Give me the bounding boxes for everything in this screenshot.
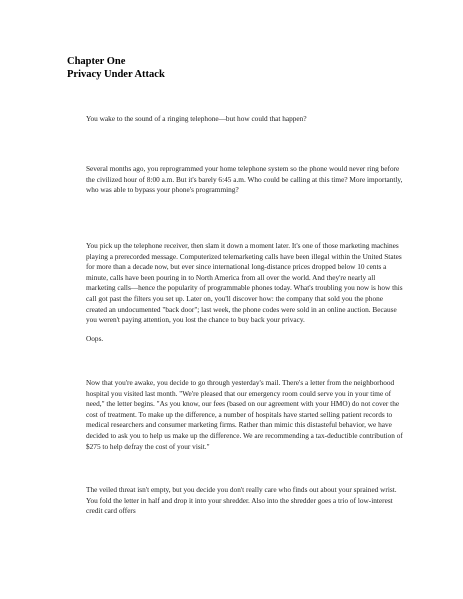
chapter-heading bbox=[67, 55, 165, 81]
chapter-number: Chapter One bbox=[67, 56, 126, 67]
paragraph-reprogrammed-phone: Several months ago, you reprogrammed your home telephone system so the phone would never ring before the civilized hour of 8:00 a.m. But it's barely 6:45 a.m. Who could be calling at this time? More importantly, who was able to bypass your phone's programming? bbox=[86, 164, 403, 195]
paragraph-oops: Oops. bbox=[86, 334, 104, 343]
paragraph-telemarketing-call: You pick up the telephone receiver, then slam it down a moment later. It's one of those marketing machines playing a prerecorded message. Computerized telemarketing calls have been illegal within the United States for more than a decade now, but ever since international long-distance prices dropped below 10 cents a minute, calls have been pouring in to North America from all over the world. And they're nearly all marketing calls—hence the popularity of programmable phones today. What's troubling you now is how this call got past the filters you set up. Later on, you'll discover how: the company that sold you the phone created an undocumented "back door"; last week, the phone codes were sold in an online auction. Because you weren't paying attention, you lost the chance to buy back your privacy. bbox=[86, 241, 403, 325]
paragraph-veiled-threat: The veiled threat isn't empty, but you decide you don't really care who finds out about your sprained wrist. You fold the letter in half and drop it into your shredder. Also into the shredder goes a trio of low-interest credit card offers bbox=[86, 485, 397, 516]
paragraph-hospital-letter: Now that you're awake, you decide to go through yesterday's mail. There's a letter from the neighborhood hospital you visited last month. "We're pleased that our emergency room could serve you in your time of need," the letter begins. "As you know, our fees (based on our agreement with your HMO) do not cover the cost of treatment. To make up the difference, a number of hospitals have started selling patient records to medical researchers and consumer marketing firms. Rather than mimic this distasteful behavior, we have decided to ask you to help us make up the difference. We are recommending a tax-deductible contribution of $275 to help defray the cost of your visit." bbox=[86, 378, 403, 451]
chapter-title: Privacy Under Attack bbox=[67, 69, 165, 80]
paragraph-wake-up: You wake to the sound of a ringing telephone—but how could that happen? bbox=[86, 114, 307, 123]
